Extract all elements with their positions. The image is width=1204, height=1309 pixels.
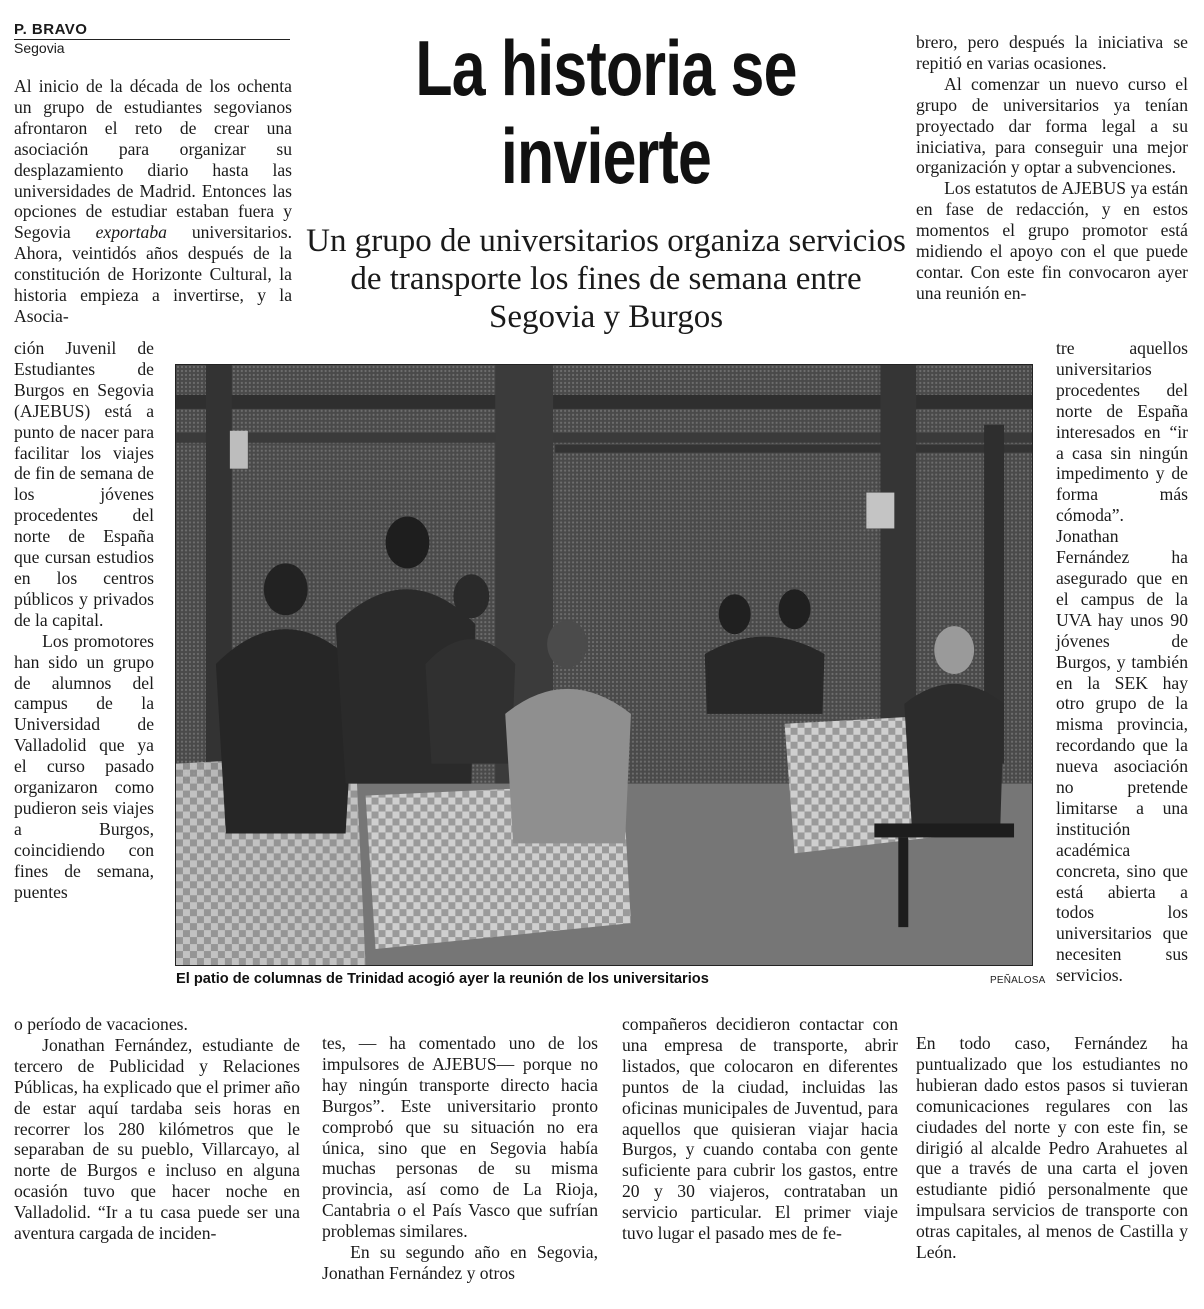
paragraph: Los promotores han sido un grupo de alumnos del campus de la Universidad de Valladolid que ya el curso pasado organizaron como pudieron seis viajes a Burgos, coincidiendo con fines de semana, puentes (14, 630, 154, 902)
article-column-4-top (916, 32, 1188, 304)
article-column-3 (622, 1014, 898, 1244)
paragraph: En todo caso, Fernández ha puntualizado que los estudiantes no hubieran dado estos pasos si tuvieran comunicaciones regulares con las ciudades del norte y con este fin, se dirigió al alcalde Pedro Arahuetes al que a través de una carta el joven estudiante pidió personalmente que impulsara servicios de transporte con otras capitales, al menos de Castilla y León. (916, 1033, 1188, 1263)
headline: La historia se invierte (415, 24, 797, 200)
byline-city: Segovia (14, 40, 65, 56)
article-column-1-top (14, 76, 292, 327)
emphasis-text: exportaba (95, 222, 167, 243)
paragraph: o período de vacaciones. (14, 1014, 188, 1034)
paragraph: En su segundo año en Segovia, Jonathan Fernández y otros (322, 1242, 598, 1283)
article-column-4-narrow (1056, 338, 1188, 986)
byline (14, 22, 290, 57)
paragraph: Los estatutos de AJEBUS ya están en fase de redacción, y en estos momentos el grupo promotor está midiendo el apoyo con el que puede contar. Con este fin convocaron ayer una reunión en- (916, 178, 1188, 303)
paragraph: Al comenzar un nuevo curso el grupo de universitarios ya tenían proyectado dar forma legal a su iniciativa, para conseguir una mejor organización y optar a subvenciones. (916, 73, 1188, 178)
paragraph (14, 76, 292, 327)
article-column-1-bottom (14, 1014, 300, 1244)
photo-caption: El patio de columnas de Trinidad acogió ayer la reunión de los universitarios (176, 971, 709, 987)
article-column-1-narrow (14, 338, 154, 902)
paragraph: Jonathan Fernández, estudiante de tercero de Publicidad y Relaciones Públicas, ha explicado que el primer año de estar aquí tardaba seis horas en recorrer los 280 kilómetros que le separaban de su pueblo, Villarcayo, al norte de Burgos e incluso en alguna ocasión tuvo que hacer noche en Valladolid. “Ir a tu casa puede ser una aventura cargada de inciden- (14, 1034, 300, 1244)
article-column-2 (322, 1033, 598, 1284)
photo-credit: PEÑALOSA (990, 975, 1046, 986)
text-run: universitarios. Ahora, veintidós años después de la constitución de Horizonte Cultural, la historia empieza a invertirse, y la Asocia- (14, 222, 292, 326)
photo-illustration (176, 365, 1032, 965)
news-photo (175, 364, 1033, 966)
byline-author: P. BRAVO (14, 22, 290, 40)
paragraph: tes, — ha comentado uno de los impulsores de AJEBUS— porque no hay ningún transporte directo hacia Burgos”. Este universitario pronto comprobó que su situación no era única, sino que en Segovia había muchas personas de su misma provincia, así como de La Rioja, Cantabria o el País Vasco que sufrían problemas similares. (322, 1033, 598, 1242)
paragraph: compañeros decidieron contactar con una empresa de transporte, abrir listados, que colocaron en diferentes puntos de la ciudad, incluidas las oficinas municipales de Juventud, para aquellos que quisieran viajar hacia Burgos, y cuando contaba con gente suficiente para cubrir los gastos, entre 20 y 30 viajeros, contrataban un servicio particular. El primer viaje tuvo lugar el pasado mes de fe- (622, 1014, 898, 1244)
paragraph: ción Juvenil de Estudiantes de Burgos en Segovia (AJEBUS) está a punto de nacer para facilitar los viajes de fin de semana de los jóvenes procedentes del norte de España que cursan estudios en los centros públicos y privados de la capital. (14, 338, 154, 630)
text-run: Al inicio de la década de los ochenta un grupo de estudiantes segovianos afrontaron el reto de crear una asociación para organizar su desplazamiento diario hasta las universidades de Madrid. Entonces las opciones de estudiar estaban fuera y Segovia (14, 76, 292, 243)
paragraph: tre aquellos universitarios procedentes del norte de España interesados en “ir a casa sin ningún impedimento y de forma más cómoda”. Jonathan Fernández ha asegurado que en el campus de la UVA hay unos 90 jóvenes de Burgos, y también en la SEK hay otro grupo de la misma provincia, recordando que la nueva asociación no pretende limitarse a una institución académica concreta, sino que está abierta a todos los universitarios que necesiten sus servicios. (1056, 338, 1188, 986)
paragraph: brero, pero después la iniciativa se repitió en varias ocasiones. (916, 32, 1188, 73)
article-column-4-bottom (916, 1033, 1188, 1263)
deck-subheadline: Un grupo de universitarios organiza servicios de transporte los fines de semana entre Segovia y Burgos (306, 223, 906, 335)
